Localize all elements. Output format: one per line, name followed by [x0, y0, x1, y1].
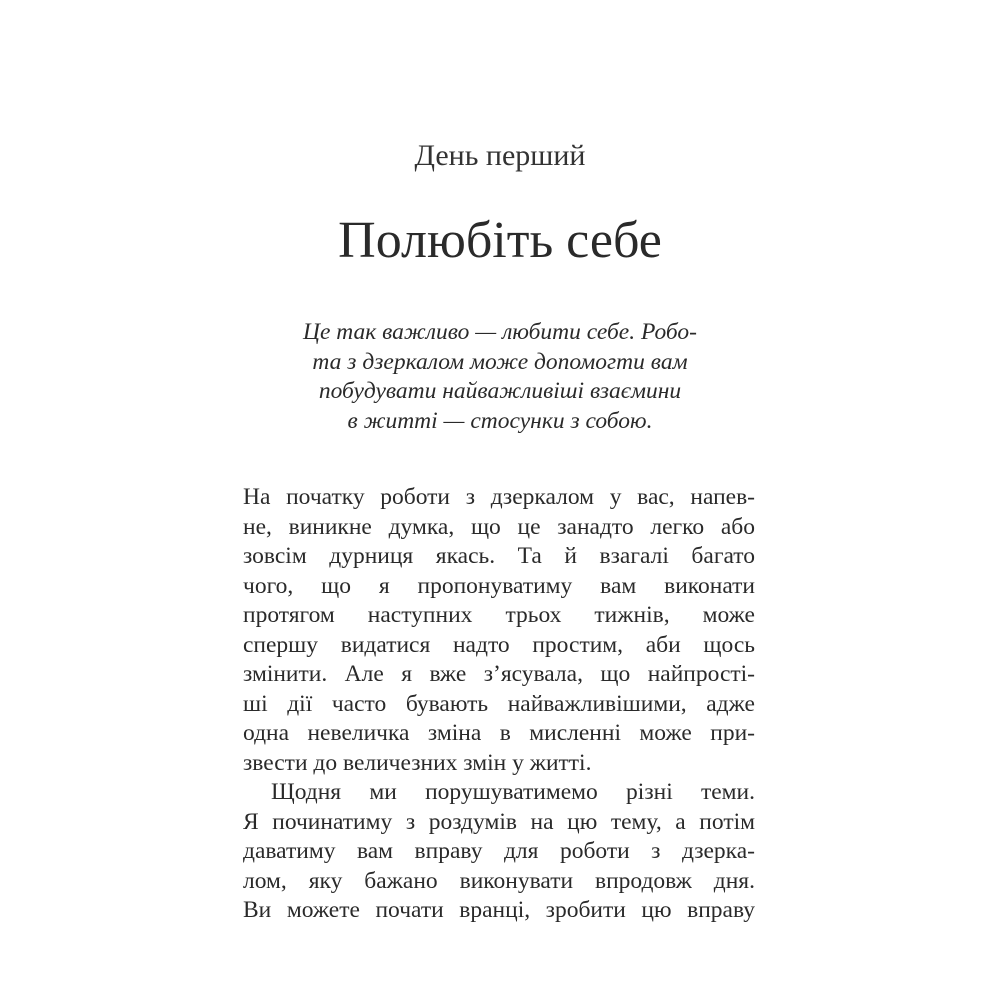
text-line: ші дії часто бувають найважливішими, адже: [243, 690, 755, 717]
text-line: спершу видатися надто простим, аби щось: [243, 631, 755, 658]
text-line: звести до величезних змін у житті.: [243, 749, 592, 776]
paragraph-2: [243, 778, 755, 926]
epigraph-line: побудувати найважливіші взаємини: [318, 378, 682, 404]
text-line: Щодня ми порушуватимемо різні теми.: [271, 779, 755, 805]
text-line: даватиму вам вправу для роботи з дзерка-: [243, 838, 755, 864]
text-line: зовсім дурниця якась. Та й взагалі багато: [243, 543, 755, 569]
paragraph-1: [243, 483, 755, 778]
text-line: чого, що я пропонуватиму вам виконати: [243, 572, 755, 599]
chapter-title: Полюбіть себе: [338, 212, 662, 269]
text-line: лом, яку бажано виконувати впродовж дня.: [243, 867, 755, 894]
body-text: [243, 483, 755, 926]
text-line: не, виникне думка, що це занадто легко або: [243, 513, 755, 540]
epigraph: [250, 318, 750, 436]
epigraph-line: в житті — стосунки з собою.: [347, 407, 653, 434]
text-line: змінити. Але я вже з’ясувала, що найпрості-: [243, 661, 755, 687]
text-line: Я починатиму з роздумів на цю тему, а потім: [243, 808, 755, 835]
text-line: одна невеличка зміна в мисленні може при-: [243, 720, 755, 746]
text-line: Ви можете почати вранці, зробити цю вправу: [243, 897, 755, 923]
epigraph-line: Це так важливо — любити себе. Робо-: [302, 319, 698, 345]
text-line: протягом наступних трьох тижнів, може: [243, 602, 755, 628]
text-line: На початку роботи з дзеркалом у вас, напев-: [243, 484, 755, 510]
epigraph-line: та з дзеркалом може допомогти вам: [312, 348, 688, 375]
chapter-label: День перший: [414, 139, 586, 172]
